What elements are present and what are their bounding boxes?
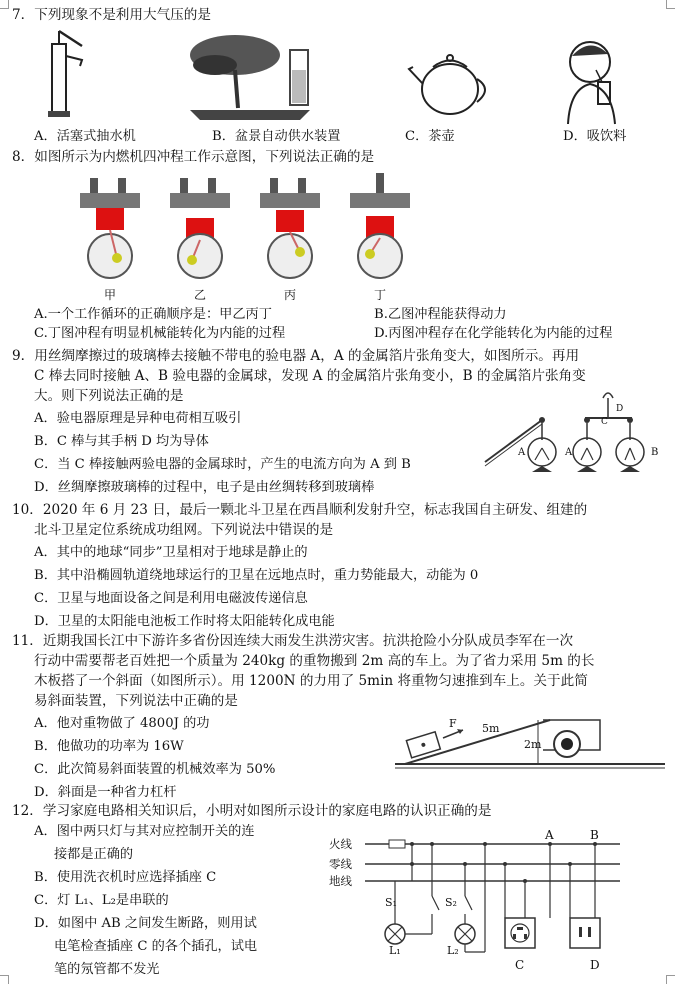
q9-label-b: B <box>651 447 659 458</box>
q8-label-yi: 乙 <box>194 288 207 302</box>
corner-mark-top-right <box>666 0 675 9</box>
q11-label-length: 5m <box>482 722 500 735</box>
engine-diagram-yi <box>170 178 230 278</box>
engine-diagram-ding <box>350 173 410 278</box>
q12-option-d-cont-1: 电笔检查插座 C 的各个插孔，试电 <box>54 939 258 954</box>
corner-mark-bottom-right <box>666 975 675 984</box>
q12-stem: 12．学习家庭电路相关知识后，小明对如图所示设计的家庭电路的认识正确的是 <box>12 803 492 819</box>
q11-stem-line-4: 易斜面装置，下列说法中正确的是 <box>34 693 238 709</box>
q9-label-d: D <box>616 404 624 414</box>
engine-diagram-bing <box>260 178 320 278</box>
q12-option-d[interactable]: D．如图中 AB 之间发生断路，则用试 <box>34 916 257 931</box>
q8-engine-stroke-diagrams <box>70 168 410 283</box>
q10-option-c[interactable]: C．卫星与地面设备之间是利用电磁波传递信息 <box>34 591 308 606</box>
q12-label-c: C <box>515 958 525 972</box>
q12-label-b: B <box>590 828 599 842</box>
q11-stem-line-1: 11．近期我国长江中下游许多省份因连续大雨发生洪涝灾害。抗洪抢险小分队成员李军在一次 <box>12 633 574 649</box>
q11-label-height: 2m <box>524 738 542 751</box>
q9-label-a2: A <box>565 447 573 458</box>
q10-option-a[interactable]: A．其中的地球“同步”卫星相对于地球是静止的 <box>34 545 308 560</box>
q8-option-a[interactable]: A.一个工作循环的正确顺序是：甲乙丙丁 <box>34 307 272 322</box>
q12-option-d-cont-2: 笔的氖管都不发光 <box>54 962 160 977</box>
q8-stem: 8．如图所示为内燃机四冲程工作示意图，下列说法正确的是 <box>12 149 375 165</box>
q12-label-neutral-wire: 零线 <box>329 857 352 871</box>
q7-option-c[interactable]: C．茶壶 <box>405 129 455 144</box>
q12-label-l2: L₂ <box>447 944 459 957</box>
q9-label-a1: A <box>518 447 526 458</box>
q7-bonsai-water-supply-figure <box>180 30 330 125</box>
q11-option-b[interactable]: B．他做功的功率为 16W <box>34 739 184 754</box>
q11-option-a[interactable]: A．他对重物做了 4800J 的功 <box>34 716 210 731</box>
q11-label-force: F <box>449 717 457 730</box>
q7-option-d[interactable]: D．吸饮料 <box>563 129 627 144</box>
q12-label-s2: S₂ <box>445 896 457 909</box>
q11-option-d[interactable]: D．斜面是一种省力杠杆 <box>34 785 177 800</box>
q9-stem-line-2: C 棒去同时接触 A、B 验电器的金属球，发现 A 的金属箔片张角变小，B 的金属箔片张角变 <box>34 368 586 384</box>
q8-option-c[interactable]: C.丁图冲程有明显机械能转化为内能的过程 <box>34 326 286 341</box>
q12-option-b[interactable]: B．使用洗衣机时应选择插座 C <box>34 870 217 885</box>
q12-label-d: D <box>590 958 600 972</box>
corner-mark-bottom-left <box>0 975 9 984</box>
q11-option-c[interactable]: C．此次简易斜面装置的机械效率为 50% <box>34 762 276 777</box>
q12-household-circuit-figure <box>325 826 625 976</box>
engine-diagram-jia <box>80 178 140 278</box>
q7-teapot-figure <box>405 34 495 124</box>
q12-option-a[interactable]: A．图中两只灯与其对应控制开关的连 <box>34 824 255 839</box>
q9-option-c[interactable]: C．当 C 棒接触两验电器的金属球时，产生的电流方向为 A 到 B <box>34 457 411 472</box>
q8-option-b[interactable]: B.乙图冲程能获得动力 <box>374 307 507 322</box>
q12-option-c[interactable]: C．灯 L₁、L₂是串联的 <box>34 893 169 908</box>
q12-option-a-cont: 接都是正确的 <box>54 847 134 862</box>
q7-stem: 7．下列现象不是利用大气压的是 <box>12 7 211 23</box>
q11-stem-line-2: 行动中需要帮老百姓把一个质量为 240kg 的重物搬到 2m 高的车上。为了省力采用 5m 的长 <box>34 653 595 669</box>
q12-label-live-wire: 火线 <box>329 837 352 851</box>
q9-option-b[interactable]: B．C 棒与其手柄 D 均为导体 <box>34 434 209 449</box>
q12-label-a: A <box>545 828 554 842</box>
q8-option-d[interactable]: D.丙图冲程存在化学能转化为内能的过程 <box>374 326 613 341</box>
q9-electroscope-figure <box>480 390 665 480</box>
q7-option-b[interactable]: B．盆景自动供水装置 <box>212 129 341 144</box>
q10-stem-line-2: 北斗卫星定位系统成功组网。下列说法中错误的是 <box>34 522 334 538</box>
q8-label-jia: 甲 <box>104 288 117 302</box>
q10-option-d[interactable]: D．卫星的太阳能电池板工作时将太阳能转化成电能 <box>34 614 335 629</box>
q8-label-ding: 丁 <box>374 288 387 302</box>
q9-option-a[interactable]: A．验电器原理是异种电荷相互吸引 <box>34 411 242 426</box>
q7-piston-pump-figure <box>30 26 90 126</box>
q9-stem-line-1: 9．用丝绸摩擦过的玻璃棒去接触不带电的验电器 A，A 的金属箔片张角变大，如图所示。再用 <box>12 348 580 364</box>
corner-mark-top-left <box>0 0 9 9</box>
q9-option-d[interactable]: D．丝绸摩擦玻璃棒的过程中，电子是由丝绸转移到玻璃棒 <box>34 480 375 495</box>
q12-label-l1: L₁ <box>389 944 401 957</box>
q12-label-ground-wire: 地线 <box>329 874 352 888</box>
q7-option-a[interactable]: A．活塞式抽水机 <box>34 129 136 144</box>
q10-option-b[interactable]: B．其中沿椭圆轨道绕地球运行的卫星在远地点时，重力势能最大，动能为 0 <box>34 568 479 583</box>
q9-label-c: C <box>601 417 608 427</box>
q11-stem-line-3: 木板搭了一个斜面（如图所示）。用 1200N 的力用了 5min 将重物匀速推到车上。关于此简 <box>34 673 588 689</box>
q12-label-s1: S₁ <box>385 896 397 909</box>
q10-stem-line-1: 10．2020 年 6 月 23 日，最后一颗北斗卫星在西昌顺利发射升空，标志我国自主研发、组建的 <box>12 502 588 518</box>
q7-drinking-straw-figure <box>560 34 630 124</box>
q9-stem-line-3: 大。则下列说法正确的是 <box>34 388 184 404</box>
q8-label-bing: 丙 <box>284 288 297 302</box>
